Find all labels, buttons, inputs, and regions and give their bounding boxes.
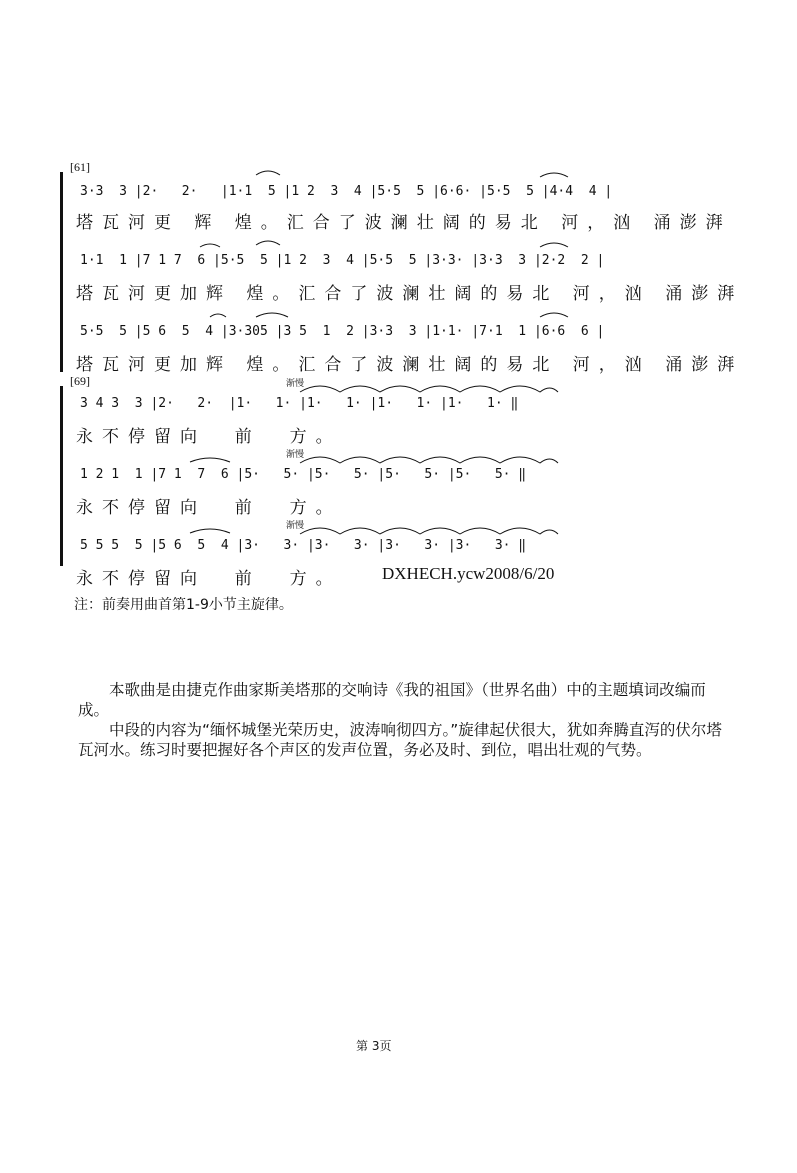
notation-row-bass: 5·5 5 |5 6 5 4 |3·305 |3 5 1 2 |3·3 3 |1·1· |7·1 1 |6·6 6 | bbox=[80, 324, 605, 339]
notation-row-bass-2: 5 5 5 5 |5 6 5 4 |3· 3· |3· 3· |3· 3· |3· 3· ‖ bbox=[80, 538, 527, 553]
notation-row-alto: 1·1 1 |7 1 7 6 |5·5 5 |1 2 3 4 |5·5 5 |3·3· |3·3 3 |2·2 2 | bbox=[80, 253, 605, 268]
lyrics-row-soprano: 塔瓦河更 辉 煌。汇合了波澜壮阔的易北 河，汹 涌澎湃 bbox=[76, 213, 732, 233]
lyrics-row-bass: 塔瓦河更加辉 煌。汇合了波澜壮阔的易北 河，汹 涌澎湃 bbox=[76, 355, 744, 375]
tempo-mark-3: 渐慢 bbox=[286, 521, 305, 531]
tempo-mark-2: 渐慢 bbox=[286, 450, 305, 460]
slur-marks-lower-system-2 bbox=[60, 450, 280, 560]
tie-marks-system-2 bbox=[280, 380, 580, 560]
notation-row-soprano: 3·3 3 |2· 2· |1·1 5 |1 2 3 4 |5·5 5 |6·6· |5·5 5 |4·4 4 | bbox=[80, 184, 613, 199]
page-number: 第 3页 bbox=[356, 1039, 392, 1053]
lyrics-row-soprano-2: 永不停留向 前 方。 bbox=[76, 427, 342, 447]
notation-row-alto-2: 1 2 1 1 |7 1 7 6 |5· 5· |5· 5· |5· 5· |5· 5· ‖ bbox=[80, 467, 527, 482]
description-paragraph-1: 本歌曲是由捷克作曲家斯美塔那的交响诗《我的祖国》（世界名曲）中的主题填词改编而成。 bbox=[78, 681, 706, 719]
measure-number-69: [69] bbox=[70, 374, 90, 388]
lyrics-row-alto-2: 永不停留向 前 方。 bbox=[76, 498, 342, 518]
notation-row-soprano-2: 3 4 3 3 |2· 2· |1· 1· |1· 1· |1· 1· |1· 1· ‖ bbox=[80, 396, 519, 411]
footnote: 注：前奏用曲首第1-9小节主旋律。 bbox=[74, 597, 293, 613]
slur-marks-system-1 bbox=[60, 165, 740, 375]
measure-number-61: [61] bbox=[70, 160, 90, 174]
author-signature: DXHECH.ycw2008/6/20 bbox=[382, 564, 555, 583]
lyrics-row-bass-2: 永不停留向 前 方。 bbox=[76, 569, 342, 589]
lyrics-row-alto: 塔瓦河更加辉 煌。汇合了波澜壮阔的易北 河，汹 涌澎湃 bbox=[76, 284, 744, 304]
description bbox=[78, 680, 728, 760]
tempo-mark: 渐慢 bbox=[286, 379, 305, 389]
description-paragraph-2: 中段的内容为“缅怀城堡光荣历史，波涛响彻四方。”旋律起伏很大，犹如奔腾直泻的伏尔塔瓦河水。练习时要把握好各个声区的发声位置，务必及时、到位，唱出壮观的气势。 bbox=[78, 721, 722, 759]
